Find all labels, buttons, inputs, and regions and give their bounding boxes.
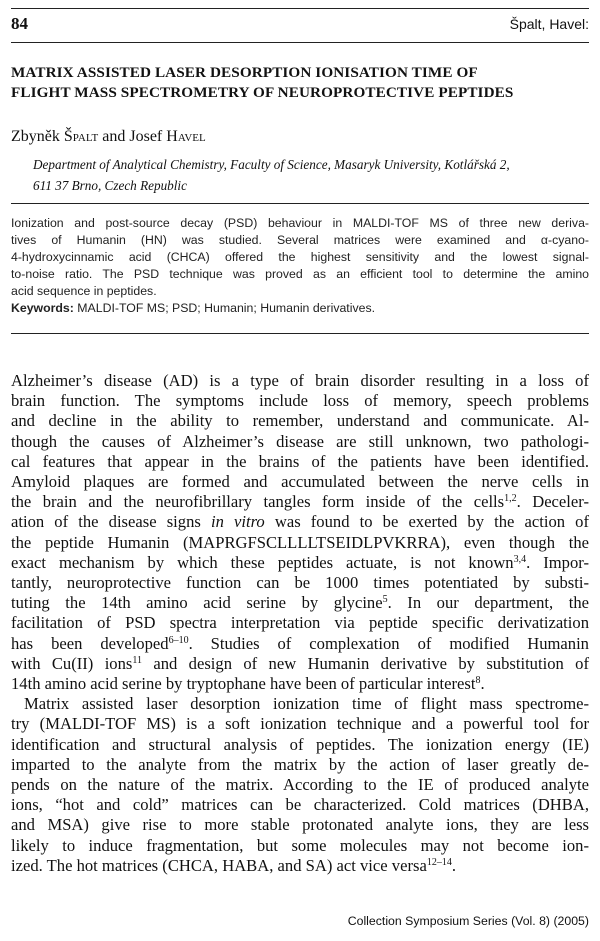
body-text-run: 14th amino acid serine by tryptophane have been of particular interest: [11, 674, 476, 694]
body-line: and MSA) give rise to more stable protonated analyte ions, they are less: [11, 815, 589, 835]
body-line: [11, 654, 589, 674]
body-line: [11, 593, 589, 613]
body-line: Amyloid plaques are formed and accumulated between the nerve cells in: [11, 472, 589, 492]
citation: 1,2: [504, 493, 517, 505]
article-title: [11, 63, 580, 103]
paragraph: [11, 694, 589, 876]
abstract-line: tives of Humanin (HN) was studied. Several matrices were examined and α-cyano-: [11, 232, 589, 247]
body-line: cal features that appear in the brains of the patients have been identified.: [11, 451, 589, 471]
body-text-run: the brain and the neurofibrillary tangles form inside of the cells: [11, 492, 505, 512]
authors: [11, 128, 206, 146]
abstract: [11, 215, 589, 316]
affiliation: [33, 154, 580, 196]
body-text-run: with Cu(II) ions: [11, 653, 133, 673]
title-line: FLIGHT MASS SPECTROMETRY OF NEUROPROTECTIVE PEPTIDES: [11, 84, 514, 101]
body-line: likely to induce fragmentation, but some molecules may not become ion-: [11, 835, 589, 855]
body-line: [11, 553, 589, 573]
citation: 5: [382, 594, 388, 606]
body-line: brain function. The symptoms include loss of memory, speech problems: [11, 391, 589, 411]
body-line: [11, 856, 589, 876]
keywords: [11, 300, 589, 317]
body-line: [11, 634, 589, 654]
citation: 3,4: [513, 553, 527, 565]
affiliation-line: Department of Analytical Chemistry, Faculty of Science, Masaryk University, Kotlářská 2,: [33, 157, 510, 172]
author-surname: Havel: [166, 128, 206, 145]
body-line: imparted to the analyte from the matrix by the action of laser greatly de-: [11, 754, 589, 774]
body-line: though the causes of Alzheimer’s disease are still unknown, two pathologi-: [11, 431, 589, 451]
body-line: ions, “hot and cold” matrices can be characterized. Cold matrices (DHBA,: [11, 795, 589, 815]
paragraph: [11, 371, 589, 694]
body-text-run: has been developed: [11, 633, 169, 653]
body-text: [11, 371, 589, 876]
body-line: the peptide Humanin (MAPRGFSCLLLLTSEIDLPVKRRA), even though the: [11, 532, 589, 552]
author-surname: Špalt: [63, 128, 99, 145]
abstract-line: Ionization and post-source decay (PSD) behaviour in MALDI-TOF MS of three new deriva-: [11, 216, 589, 230]
running-head: Špalt, Havel:: [509, 16, 589, 32]
body-line: facilitation of PSD spectra interpretation via peptide specific derivatization: [11, 613, 589, 633]
affiliation-line: 611 37 Brno, Czech Republic: [33, 178, 187, 193]
page-header: [11, 8, 589, 43]
body-line: [11, 512, 589, 532]
author-given-name: Zbyněk: [11, 128, 64, 145]
body-text-run: .: [480, 674, 485, 694]
abstract-line: 4-hydroxycinnamic acid (CHCA) offered the highest sensitivity and the lowest signal-: [11, 249, 589, 264]
author-conjunction: and: [98, 128, 130, 145]
citation: 6–10: [168, 634, 189, 646]
body-line: Alzheimer’s disease (AD) is a type of brain disorder resulting in a loss of: [11, 371, 589, 390]
body-text-run: was found to be exerted by the action of: [264, 512, 590, 532]
page-number: 84: [11, 14, 28, 33]
citation: 8: [475, 675, 481, 687]
keywords-label: Keywords:: [11, 300, 74, 315]
body-text-run: . Deceler-: [516, 492, 589, 512]
title-line: MATRIX ASSISTED LASER DESORPTION IONISATION TIME OF: [11, 64, 478, 81]
body-text-run: and design of new Humanin derivative by substitution of: [142, 653, 589, 673]
body-line: [11, 492, 589, 512]
author-given-name: Josef: [129, 128, 167, 145]
body-text-run: ation of the disease signs: [11, 512, 211, 532]
body-line: Matrix assisted laser desorption ionization time of flight mass spectrome-: [24, 694, 589, 714]
body-line: try (MALDI-TOF MS) is a soft ionization technique and a powerful tool for: [11, 714, 589, 734]
abstract-line: acid sequence in peptides.: [11, 283, 157, 298]
emphasis: in vitro: [210, 512, 265, 532]
body-text-run: exact mechanism by which these peptides actuate, is not known: [11, 552, 514, 572]
abstract-line: to-noise ratio. The PSD technique was proved as an efficient tool to determine the amino: [11, 266, 589, 281]
body-line: pends on the nature of the matrix. According to the IE of produced analyte: [11, 775, 589, 795]
body-line: [11, 674, 589, 694]
citation: 11: [132, 654, 142, 666]
abstract-box: [11, 203, 589, 334]
keywords-text: MALDI-TOF MS; PSD; Humanin; Humanin derivatives.: [73, 300, 376, 315]
body-text-run: .: [451, 855, 456, 875]
body-text-run: . In our department, the: [387, 593, 589, 613]
body-text-run: tuting the 14th amino acid serine by glycine: [11, 593, 383, 613]
body-line: identification and structural analysis of peptides. The ionization energy (IE): [11, 734, 589, 754]
body-line: and decline in the ability to remember, understand and communicate. Al-: [11, 411, 589, 431]
body-text-run: . Impor-: [526, 552, 589, 572]
body-line: tantly, neuroprotective function can be 1000 times potentiated by substi-: [11, 573, 589, 593]
body-text-run: ized. The hot matrices (CHCA, HABA, and SA) act vice versa: [11, 855, 427, 875]
citation: 12–14: [426, 856, 452, 868]
page-footer: Collection Symposium Series (Vol. 8) (2005): [347, 914, 589, 928]
body-text-run: . Studies of complexation of modified Humanin: [188, 633, 589, 653]
